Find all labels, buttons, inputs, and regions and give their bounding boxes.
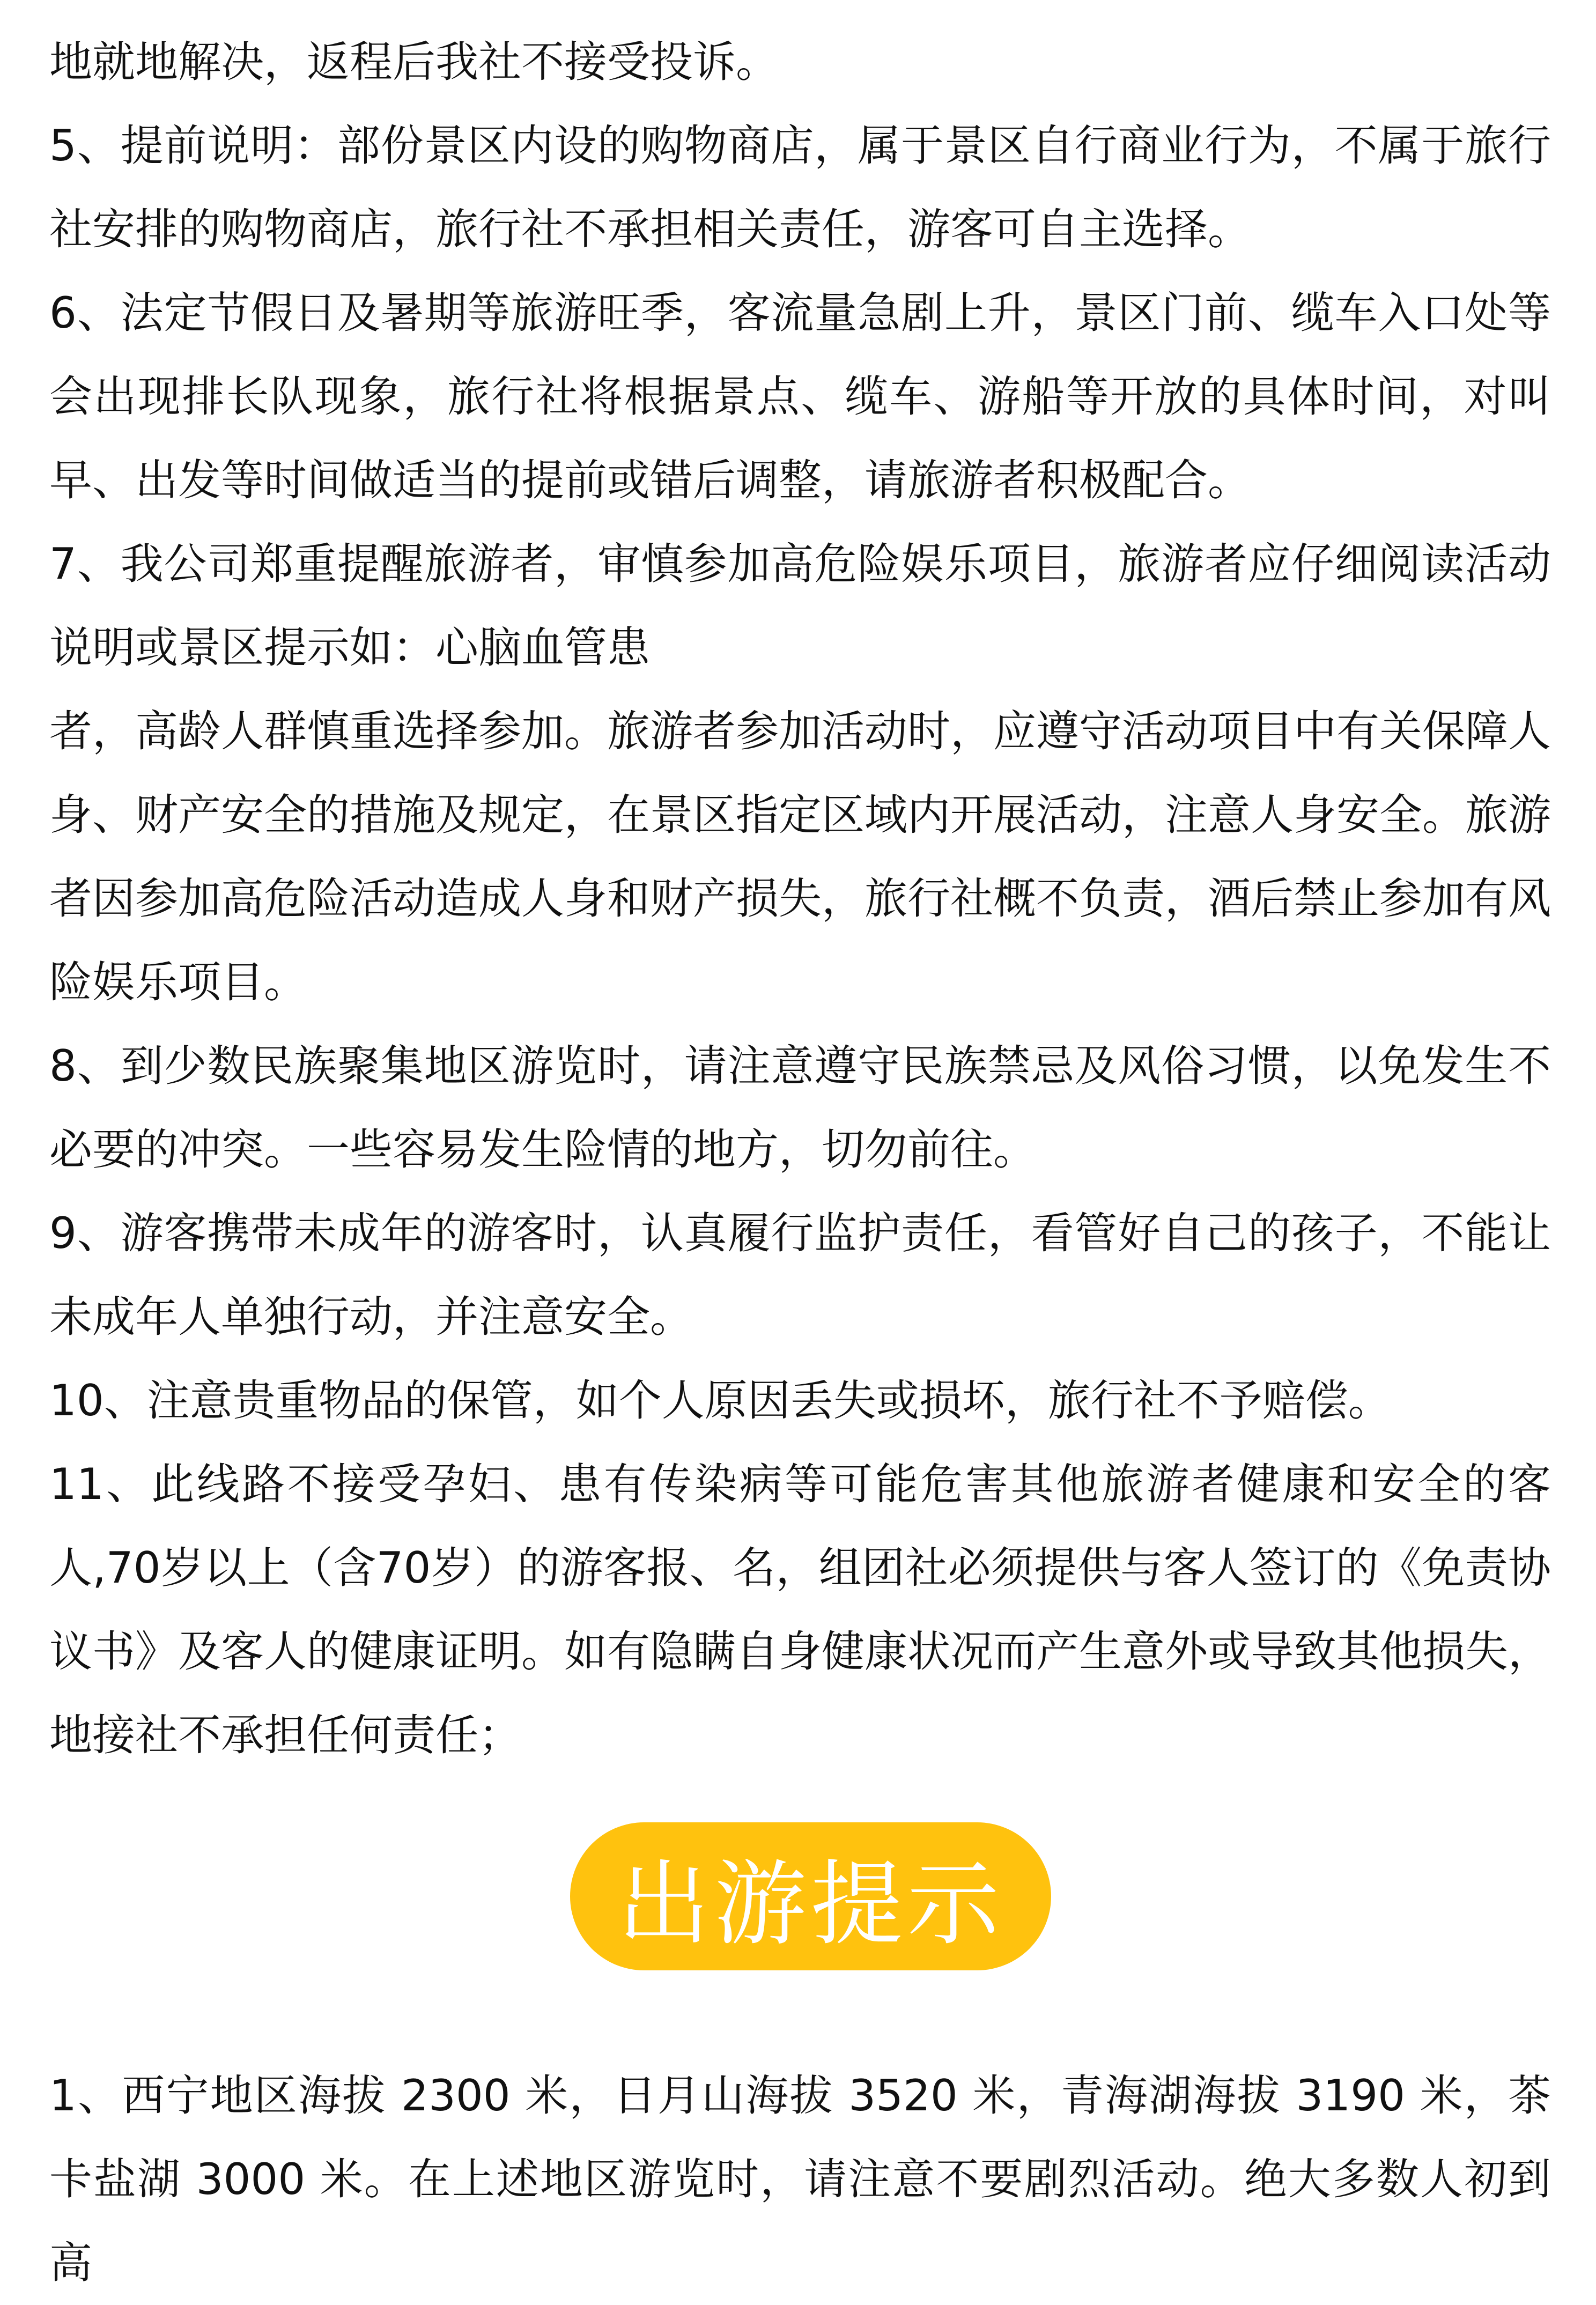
- paragraph-item-10: 10、注意贵重物品的保管，如个人原因丢失或损坏，旅行社不予赔偿。: [49, 1376, 1391, 1425]
- paragraph-tip-1: 1、西宁地区海拔 2300 米，日月山海拔 3520 米，青海湖海拔 3190 米，茶卡盐湖 3000 米。在上述地区游览时，请注意不要剧烈活动。绝大多数人初到高: [49, 2071, 1551, 2288]
- paragraph-item-7: 7、我公司郑重提醒旅游者，审慎参加高危险娱乐项目，旅游者应仔细阅读活动说明或景区提示如：心脑血管患: [49, 539, 1551, 673]
- paragraph-item-7-continued: 者，高龄人群慎重选择参加。旅游者参加活动时，应遵守活动项目中有关保障人身、财产安全的措施及规定，在景区指定区域内开展活动，注意人身安全。旅游者因参加高危险活动造成人身和财产损失，旅行社概不负责，酒后禁止参加有风险娱乐项目。: [49, 706, 1551, 1007]
- paragraph-item-11: 11、此线路不接受孕妇、患有传染病等可能危害其他旅游者健康和安全的客人,70岁以上（含70岁）的游客报、名，组团社必须提供与客人签订的《免责协议书》及客人的健康证明。如有隐瞒自身健康状况而产生意外或导致其他损失，地接社不承担任何责任；: [49, 1459, 1551, 1760]
- paragraph-item-5: 5、提前说明：部份景区内设的购物商店，属于景区自行商业行为，不属于旅行社安排的购物商店，旅行社不承担相关责任，游客可自主选择。: [49, 121, 1551, 254]
- paragraph-item-8: 8、到少数民族聚集地区游览时，请注意遵守民族禁忌及风俗习惯，以免发生不必要的冲突。一些容易发生险情的地方，切勿前往。: [49, 1041, 1551, 1174]
- paragraph-item-6: 6、法定节假日及暑期等旅游旺季，客流量急剧上升，景区门前、缆车入口处等会出现排长队现象，旅行社将根据景点、缆车、游船等开放的具体时间，对叫早、出发等时间做适当的提前或错后调整，请旅游者积极配合。: [49, 288, 1551, 505]
- paragraph-item-9: 9、游客携带未成年的游客时，认真履行监护责任，看管好自己的孩子，不能让未成年人单独行动，并注意安全。: [49, 1208, 1551, 1342]
- section-title: 出游提示: [617, 1850, 1004, 1958]
- section-banner: [570, 1822, 1051, 1970]
- paragraph-continuation: 地就地解决，返程后我社不接受投诉。: [49, 37, 779, 87]
